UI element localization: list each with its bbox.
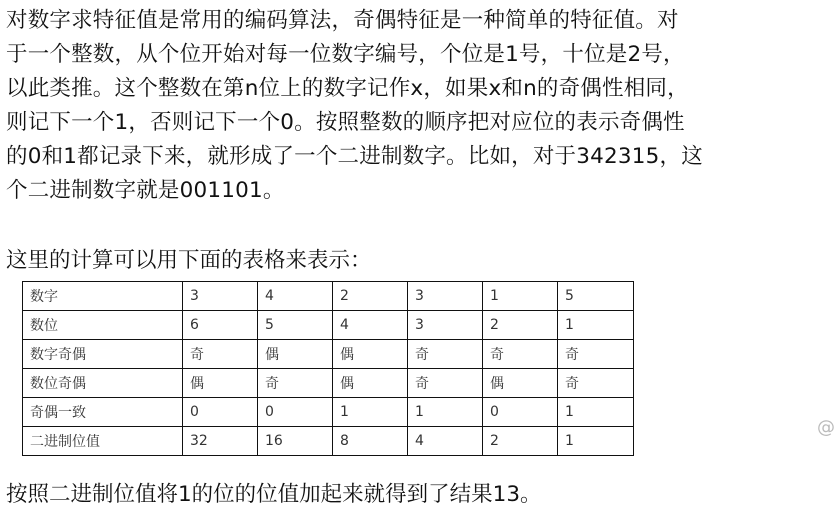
table-cell: 奇: [558, 369, 634, 398]
table-cell: 0: [483, 398, 558, 427]
table-cell: 5: [558, 282, 634, 311]
table-cell: 1: [408, 398, 483, 427]
table-cell: 4: [258, 282, 333, 311]
table-cell: 2: [333, 282, 408, 311]
edge-at-mark: @: [817, 417, 835, 438]
table-row: [23, 369, 634, 398]
table-cell: 6: [183, 311, 258, 340]
table-cell: 偶: [258, 340, 333, 369]
table-cell: 2: [483, 427, 558, 456]
table-cell: 奇: [408, 340, 483, 369]
table-cell: 1: [333, 398, 408, 427]
table-cell: 3: [183, 282, 258, 311]
table-cell: 偶: [333, 340, 408, 369]
table-cell: 奇: [483, 340, 558, 369]
paragraph-line: 对数字求特征值是常用的编码算法，奇偶特征是一种简单的特征值。对: [6, 8, 679, 33]
table-cell: 3: [408, 282, 483, 311]
paragraph-line: 于一个整数，从个位开始对每一位数字编号，个位是1号，十位是2号，: [6, 42, 685, 67]
row-header: 二进制位值: [23, 427, 183, 456]
table-row: [23, 340, 634, 369]
table-cell: 奇: [183, 340, 258, 369]
row-header: 奇偶一致: [23, 398, 183, 427]
table-intro: 这里的计算可以用下面的表格来表示：: [6, 248, 372, 273]
table-row: [23, 282, 634, 311]
table-cell: 5: [258, 311, 333, 340]
calculation-table: [22, 281, 634, 456]
table-cell: 3: [408, 311, 483, 340]
table-cell: 1: [558, 427, 634, 456]
table-row: [23, 398, 634, 427]
table-cell: 8: [333, 427, 408, 456]
paragraph-line: 的0和1都记录下来，就形成了一个二进制数字。比如，对于342315，这: [6, 144, 703, 169]
row-header: 数位: [23, 311, 183, 340]
problem-paragraph: [6, 4, 834, 208]
row-header: 数字奇偶: [23, 340, 183, 369]
table-cell: 16: [258, 427, 333, 456]
row-header: 数字: [23, 282, 183, 311]
table-cell: 2: [483, 311, 558, 340]
row-header: 数位奇偶: [23, 369, 183, 398]
table-cell: 偶: [483, 369, 558, 398]
conclusion-text: 按照二进制位值将1的位的位值加起来就得到了结果13。: [6, 482, 542, 507]
table-cell: 偶: [333, 369, 408, 398]
table-cell: 奇: [558, 340, 634, 369]
table-cell: 32: [183, 427, 258, 456]
paragraph-line: 个二进制数字就是001101。: [6, 178, 285, 203]
table-row: [23, 311, 634, 340]
table-cell: 1: [483, 282, 558, 311]
table-cell: 1: [558, 311, 634, 340]
table-cell: 1: [558, 398, 634, 427]
table-cell: 4: [408, 427, 483, 456]
table-cell: 0: [258, 398, 333, 427]
table-row: [23, 427, 634, 456]
table-cell: 奇: [408, 369, 483, 398]
table-cell: 4: [333, 311, 408, 340]
paragraph-line: 以此类推。这个整数在第n位上的数字记作x，如果x和n的奇偶性相同，: [6, 76, 689, 101]
paragraph-line: 则记下一个1，否则记下一个0。按照整数的顺序把对应位的表示奇偶性: [6, 110, 685, 135]
table-cell: 偶: [183, 369, 258, 398]
table-cell: 0: [183, 398, 258, 427]
table-cell: 奇: [258, 369, 333, 398]
